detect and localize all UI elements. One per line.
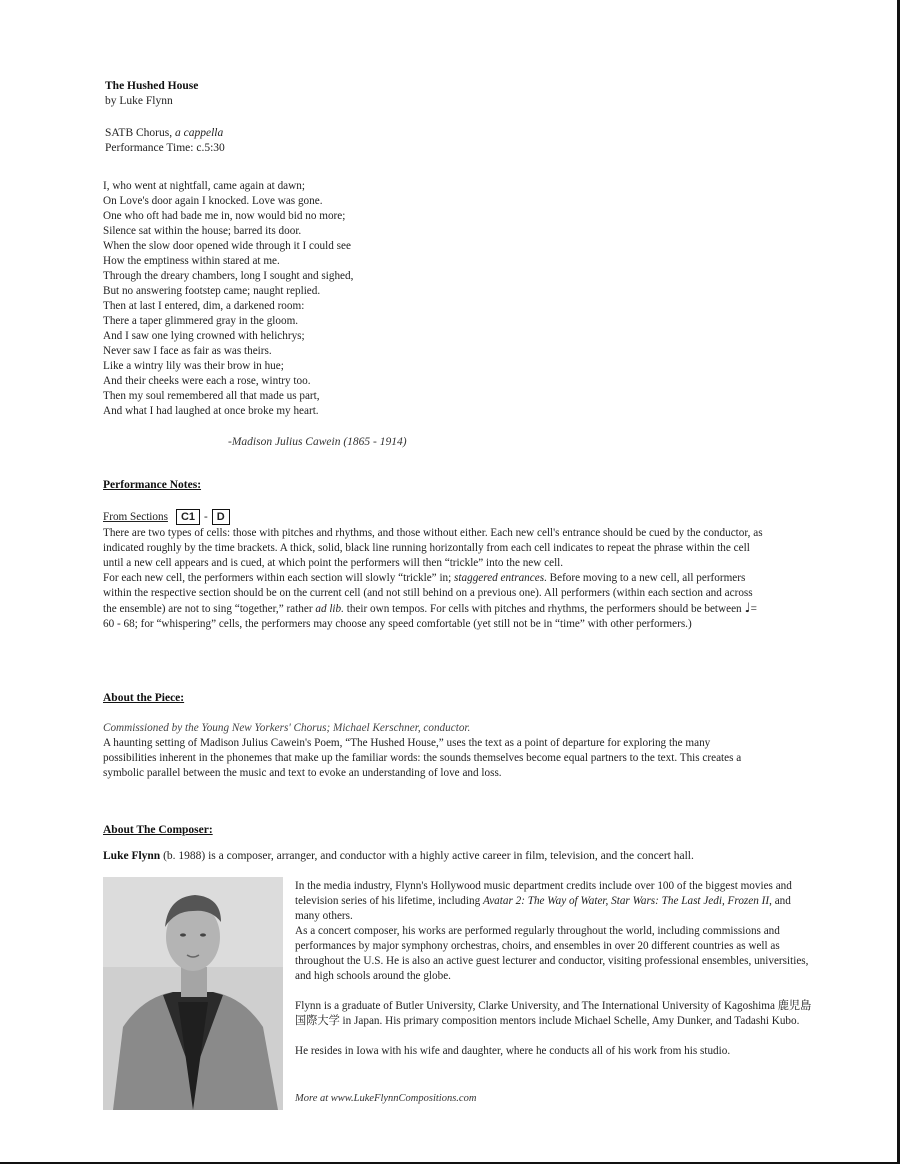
text-run: For each new cell, the performers within each section will slowly “trickle” in; [103,572,455,584]
about-composer-heading: About The Composer: [103,824,213,836]
poem-line: Silence sat within the house; barred its door. [103,225,302,237]
byline: by Luke Flynn [105,95,173,107]
composer-photo [103,877,283,1110]
notes-paragraph: There are two types of cells: those with pitches and rhythms, and those without either. Each new cell's entrance should be cued by the conductor, as indicated roughly by the time brackets. A thick, solid, black line running horizontally from each cell indicates to repeat the phrase within the cell until a new cell appears and is cued, at which point the performers will then “trickle” into the new cell. [103,527,763,569]
poem-line: There a taper glimmered gray in the gloom. [103,315,299,327]
poem-line: And what I had laughed at once broke my heart. [103,405,319,417]
text-run-italic: ad lib. [315,603,344,615]
text-run: , and many others. [295,895,791,922]
commission-note: Commissioned by the Young New Yorkers' Chorus; Michael Kerschner, conductor. [103,722,471,734]
piece-meta [105,126,225,156]
poem-line: Then at last I entered, dim, a darkened room: [103,300,305,312]
about-piece-heading: About the Piece: [103,692,185,704]
poem-line: Never saw I face as fair as was theirs. [103,345,272,357]
piece-title: The Hushed House [105,80,199,92]
poem-line: I, who went at nightfall, came again at dawn; [103,180,305,192]
bio-paragraph [295,879,815,924]
sections-range [103,509,763,525]
ensemble-style: a cappella [174,127,224,139]
range-dash: - [204,510,208,523]
poem-line: When the slow door opened wide through it I could see [103,240,351,252]
portrait-image [103,877,283,1110]
composer-intro [103,849,823,864]
text-run: . Before moving to a new cell, all performers within the respective section should be on the current cell (and not still behind on a previous one). All performers (within each section and across the ensemble) are not to sing “together,” rather [103,572,753,615]
poem-line: Then my soul remembered all that made us part, [103,390,320,402]
poem-line: Like a wintry lily was their brow in hue; [103,360,284,372]
rehearsal-mark-end: D [212,509,230,525]
notes-paragraph-2 [103,571,763,632]
poem [103,179,353,419]
composer-intro-text: (b. 1988) is a composer, arranger, and conductor with a highly active career in film, television, and the concert hall. [160,850,694,862]
performance-time: Performance Time: c.5:30 [105,142,225,154]
poem-line: How the emptiness within stared at me. [103,255,280,267]
about-piece [103,721,763,781]
bio-paragraph: As a concert composer, his works are performed regularly throughout the world, including commissions and performances by major symphony orchestras, choirs, and ensembles in over 20 different countries as well as throughout the U.S. He is also an active guest lecturer and conductor, visiting professional ensembles, universities, and high schools around the globe. [295,925,809,982]
rehearsal-mark-start: C1 [176,509,200,525]
composer-name: Luke Flynn [103,850,161,862]
text-run: In the media industry, Flynn's Hollywood music department credits include over 100 of the biggest movies and television series of his lifetime, including [295,880,792,907]
text-run-italic: staggered entrances [454,572,545,584]
poem-attribution: -Madison Julius Cawein (1865 - 1914) [228,436,407,448]
poem-line: Through the dreary chambers, long I sought and sighed, [103,270,354,282]
website-link[interactable]: More at www.LukeFlynnCompositions.com [295,1093,477,1104]
header [105,79,198,109]
bio-paragraph: Flynn is a graduate of Butler University, Clarke University, and The International University of Kagoshima 鹿児島国際大学 in Japan. His primary composition mentors include Michael Schelle, Amy Dunker, and Tadashi Kubo. [295,1000,812,1027]
quarter-note-icon: ♩ [744,601,751,616]
from-sections-label: From Sections [103,510,168,523]
text-run: = 60 - 68; for “whispering” cells, the performers may choose any speed comfortable (yet still not be in “time” with other performers.) [103,603,757,630]
poem-line: On Love's door again I knocked. Love was gone. [103,195,323,207]
credits-titles: Avatar 2: The Way of Water, Star Wars: The Last Jedi, Frozen II [482,895,770,907]
ensemble-label: SATB Chorus, [105,127,175,139]
poem-line: One who oft had bade me in, now would bid no more; [103,210,346,222]
performance-notes [103,509,763,632]
ensemble [105,126,225,141]
about-piece-body: A haunting setting of Madison Julius Cawein's Poem, “The Hushed House,” uses the text as a point of departure for exploring the many possibilities inherent in the phonemes that make up the familiar words: the sounds themselves become equal partners to the text. This creates a symbolic parallel between the music and text to evoke an understanding of love and loss. [103,737,742,779]
performance-notes-heading: Performance Notes: [103,479,202,491]
poem-line: And I saw one lying crowned with helichrys; [103,330,305,342]
bio-paragraph: He resides in Iowa with his wife and daughter, where he conducts all of his work from his studio. [295,1045,731,1057]
composer-bio [295,879,815,1059]
text-run: their own tempos. For cells with pitches and rhythms, the performers should be between [343,603,745,615]
poem-line: And their cheeks were each a rose, wintry too. [103,375,311,387]
poem-line: But no answering footstep came; naught replied. [103,285,321,297]
